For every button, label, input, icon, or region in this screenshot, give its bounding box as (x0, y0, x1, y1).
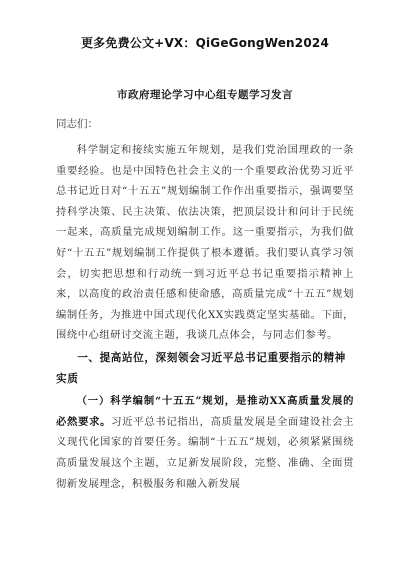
subsection-body: 习近平总书记指出，高质量发展是全面建设社会主义现代化国家的首要任务。编制“十五五”规划，必须紧紧围绕高质量发展这个主题，立足新发展阶段，完整、准确、全面贯彻新发展理念，积极服务和融入新发展 (56, 415, 355, 490)
subsection-paragraph (56, 391, 354, 494)
body-paragraph: 科学制定和接续实施五年规划，是我们党治国理政的一条重要经验。也是中国特色社会主义的一个重要政治优势习近平总书记近日对“十五五”规划编制工作作出重要指示，强调要坚持科学决策、民主决策、依法决策，把顶层设计和问计于民统一起来，高质量完成规划编制工作。这一重要指示，为我们做好“十五五”规划编制工作提供了根本遵循。我们要认真学习领会，切实把思想和行动统一到习近平总书记重要指示精神上来，以高度的政治责任感和使命感，高质量完成“十五五”规划编制任务，为推进中国式现代化XX实践奠定坚实基础。下面，围绕中心组研讨交流主题，我谈几点体会，与同志们参考。 (56, 144, 354, 342)
document-title: 市政府理论学习中心组专题学习发言 (117, 89, 293, 101)
section-heading: 一、提高站位，深刻领会习近平总书记重要指示的精神实质 (56, 351, 346, 385)
subsection-heading: （一）科学编制“十五五”规划，是推动XX高质量发展的必然要求。 (56, 395, 354, 428)
salutation: 同志们： (56, 118, 98, 130)
promo-banner: 更多免费公文+VX：QiGeGongWen2024 (80, 36, 329, 50)
